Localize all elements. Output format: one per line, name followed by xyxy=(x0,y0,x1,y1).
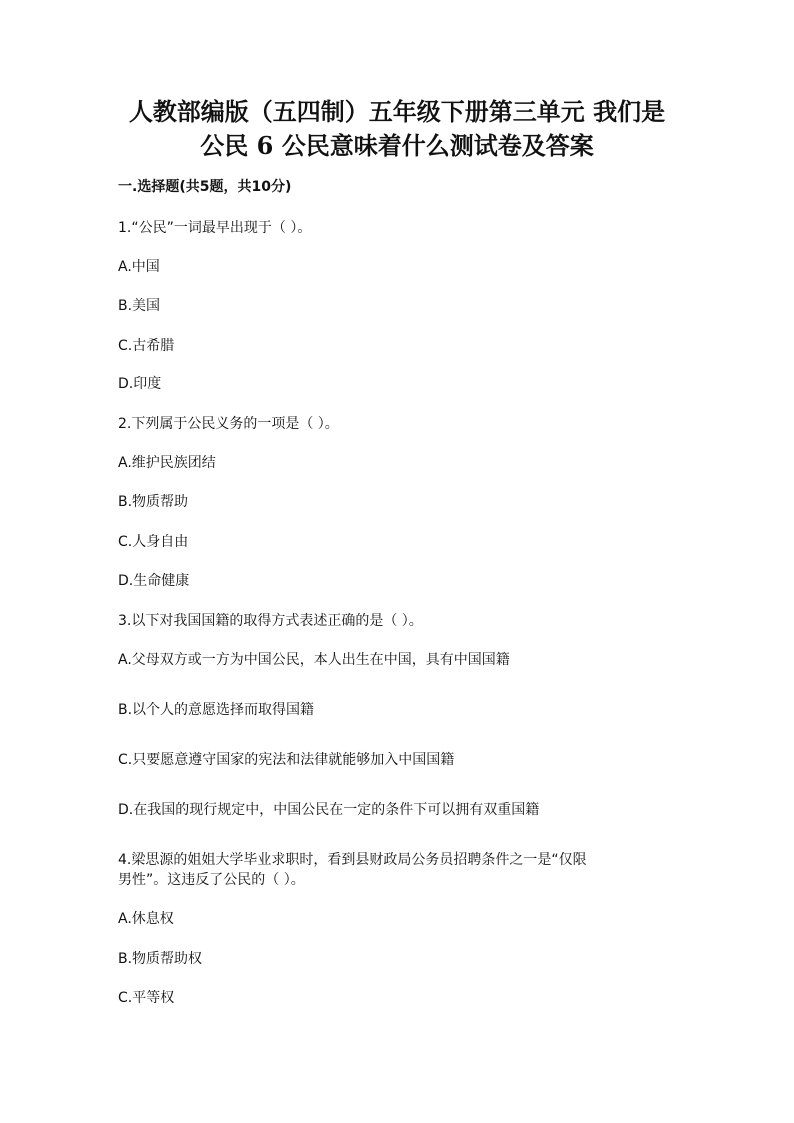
question-4-option-a: A.休息权 xyxy=(118,911,174,927)
question-4-stem-line-2: 男性”。这违反了公民的（ ）。 xyxy=(118,872,305,888)
question-3-stem: 3.以下对我国国籍的取得方式表述正确的是（ ）。 xyxy=(118,613,423,629)
question-2-stem: 2.下列属于公民义务的一项是（ ）。 xyxy=(118,416,339,432)
question-2-option-b: B.物质帮助 xyxy=(118,494,189,510)
question-1-stem: 1.“公民”一词最早出现于（ ）。 xyxy=(118,220,312,236)
question-4-option-c: C.平等权 xyxy=(118,990,175,1006)
question-1-option-d: D.印度 xyxy=(118,376,162,392)
question-4-stem-line-1: 4.梁思源的姐姐大学毕业求职时，看到县财政局公务员招聘条件之一是“仅限 xyxy=(118,852,587,868)
question-1-option-b: B.美国 xyxy=(118,298,161,314)
question-3-option-c: C.只要愿意遵守国家的宪法和法律就能够加入中国国籍 xyxy=(118,752,455,768)
question-1-option-c: C.古希腊 xyxy=(118,338,175,354)
question-4-option-b: B.物质帮助权 xyxy=(118,951,203,967)
question-3-option-b: B.以个人的意愿选择而取得国籍 xyxy=(118,702,315,718)
section-heading: 一.选择题(共5题，共10分) xyxy=(118,179,292,195)
question-2-option-c: C.人身自由 xyxy=(118,534,189,550)
question-2-option-a: A.维护民族团结 xyxy=(118,455,216,471)
question-2-option-d: D.生命健康 xyxy=(118,573,190,589)
question-3-option-a: A.父母双方或一方为中国公民，本人出生在中国，具有中国国籍 xyxy=(118,652,510,668)
question-3-option-d: D.在我国的现行规定中，中国公民在一定的条件下可以拥有双重国籍 xyxy=(118,802,540,818)
question-1-option-a: A.中国 xyxy=(118,259,160,275)
page-title-line-2: 公民 6 公民意味着什么测试卷及答案 xyxy=(200,131,594,160)
page-title-line-1: 人教部编版（五四制）五年级下册第三单元 我们是 xyxy=(128,97,666,126)
